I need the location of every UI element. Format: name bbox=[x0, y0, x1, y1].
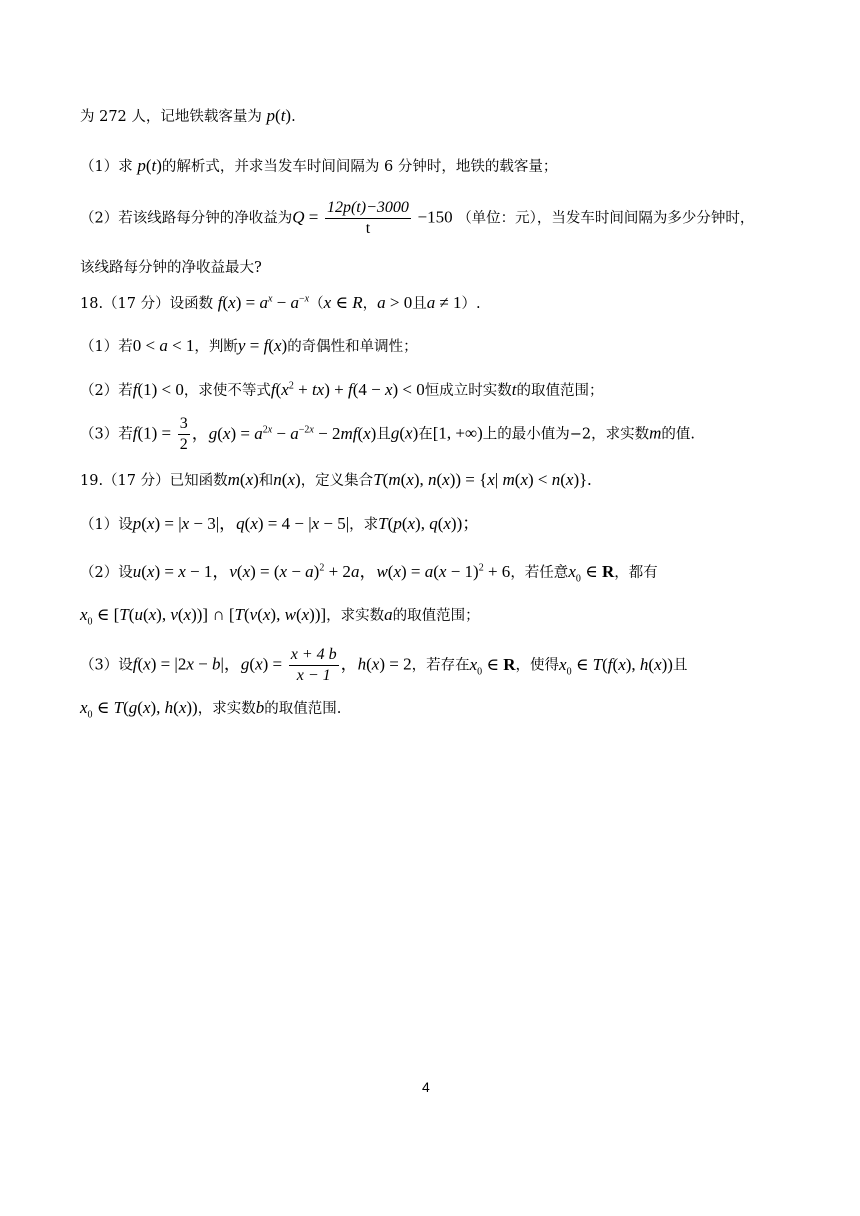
text-segment: ）. bbox=[461, 296, 481, 312]
question-label: 18.（17 分）设函数 bbox=[80, 296, 214, 312]
math-segment: −150 bbox=[417, 207, 453, 227]
part-label: （1）求 bbox=[80, 159, 133, 175]
text-segment: ，求 bbox=[349, 517, 379, 533]
text-segment: ，判断 bbox=[194, 339, 238, 355]
question-18-part-3: （3）若f(1) = $\frac{3}{2}$ ，$g(x) = a^{2x} - a^{-2x} - 2mf(x)$且g(x)在[1, +∞)上的最小值为−2，求实数m的值. bbox=[80, 415, 696, 453]
part-label: （1）若 bbox=[80, 339, 133, 355]
part-label: （1）设 bbox=[80, 517, 133, 533]
text-segment: 的奇偶性和单调性； bbox=[287, 339, 418, 355]
text-segment: 且 bbox=[412, 296, 427, 312]
text-segment: ，求实数 bbox=[326, 608, 385, 624]
text-segment: ，都有 bbox=[614, 565, 658, 581]
text-segment: ，定义集合 bbox=[300, 473, 374, 489]
text-segment: 的取值范围. bbox=[264, 701, 342, 717]
text-segment: 且 bbox=[672, 657, 688, 674]
question-19-part-2-cont: $x_0$ ∈ [T(u(x), v(x))] ∩ [T(v(x), w(x))]，求实数a的取值范围； bbox=[80, 605, 480, 628]
fraction bbox=[178, 414, 190, 455]
text-segment: ，使得 bbox=[515, 657, 560, 674]
text-segment: 为 272 人，记地铁载客量为 bbox=[80, 109, 262, 125]
part-label: （2）若该线路每分钟的净收益为 bbox=[80, 210, 293, 227]
page-number: 4 bbox=[422, 1079, 430, 1095]
text-segment: （ bbox=[309, 296, 324, 312]
question-18-part-1: （1）若0 < a < 1，判断y = f(x)的奇偶性和单调性； bbox=[80, 336, 418, 355]
fraction-denominator: t bbox=[365, 220, 371, 237]
text-line-continuation: 为 272 人，记地铁载客量为 p(t). bbox=[80, 106, 296, 125]
question-19-stem: 19.（17 分）已知函数m(x)和n(x)，定义集合T(m(x), n(x)) = {x| m(x) < n(x)}. bbox=[80, 470, 592, 489]
part-label: （2）设 bbox=[80, 565, 133, 581]
text-segment: 恒成立时实数 bbox=[424, 383, 512, 399]
fraction bbox=[325, 198, 411, 239]
part-label: （3）设 bbox=[80, 657, 133, 674]
question-19-part-1: （1）设p(x) = |x − 3|，q(x) = 4 − |x − 5|，求T(p(x), q(x))； bbox=[80, 514, 480, 533]
fraction-numerator: 3 bbox=[178, 414, 190, 435]
text-line-continuation bbox=[80, 260, 780, 277]
question-18-stem: 18.（17 分）设函数 $f(x) = a^x - a^{-x}(x$ ∈ R，a > 0且a ≠ 1）. bbox=[80, 293, 481, 312]
text-segment: ，求实数 bbox=[197, 701, 256, 717]
question-label: 19.（17 分）已知函数 bbox=[80, 473, 228, 489]
text-segment: 和 bbox=[258, 473, 274, 489]
text-segment: ，若任意 bbox=[510, 565, 569, 581]
part-label: （3）若 bbox=[80, 426, 133, 443]
fraction-numerator: 12p(t)−3000 bbox=[325, 198, 411, 219]
text-segment: 上的最小值为−2，求实数 bbox=[482, 426, 650, 443]
question-17-part-2: （2）若该线路每分钟的净收益为Q = $\frac{12p(t)-3000}{t}$ −150 （单位：元），当发车时间间隔为多少分钟时， bbox=[80, 199, 755, 237]
text-segment: 该线路每分钟的净收益最大? bbox=[80, 260, 262, 276]
text-segment: 的取值范围； bbox=[516, 383, 604, 399]
fraction-denominator: 2 bbox=[179, 436, 188, 453]
part-label: （2）若 bbox=[80, 383, 133, 399]
question-18-part-2: （2）若f(1) < 0，求使不等式$f(x^2 + tx) + f(4 - x) < 0$恒成立时实数t的取值范围； bbox=[80, 380, 604, 399]
text-segment: ， bbox=[362, 296, 378, 312]
question-19-part-3-cont: $x_0$ ∈ T(g(x), h(x))，求实数b的取值范围. bbox=[80, 698, 342, 721]
fraction bbox=[289, 645, 339, 686]
fraction-denominator: x − 1 bbox=[296, 667, 331, 684]
text-segment: ，若存在 bbox=[411, 657, 470, 674]
text-segment: 在 bbox=[418, 426, 433, 443]
text-segment: ，求使不等式 bbox=[183, 383, 271, 399]
question-19-part-2: （2）设u(x) = x − 1，$v(x) = (x - a)^2 + 2a$，$w(x) = a(x - 1)^2 + 6$，若任意$x_0$ ∈ R，都有 bbox=[80, 562, 658, 585]
text-segment: . bbox=[291, 109, 296, 125]
question-19-part-3: （3）设f(x) = |2x − b|，g(x) = $\frac{x + 4 b}{x - 1}$ ，h(x) = 2，若存在$x_0$ ∈ R，使得$x_0$ ∈ T(f(x), h(x))且 bbox=[80, 646, 688, 684]
text-segment: （单位：元），当发车时间间隔为多少分钟时， bbox=[457, 210, 755, 227]
text-segment: 的解析式，并求当发车时间间隔为 6 分钟时，地铁的载客量； bbox=[161, 159, 558, 175]
fraction-numerator: x + 4 b bbox=[289, 645, 339, 666]
text-segment: 的值. bbox=[661, 426, 696, 443]
question-17-part-1: （1）求 p(t)的解析式，并求当发车时间间隔为 6 分钟时，地铁的载客量； bbox=[80, 156, 558, 175]
text-segment: 且 bbox=[376, 426, 391, 443]
text-segment: 的取值范围； bbox=[392, 608, 480, 624]
